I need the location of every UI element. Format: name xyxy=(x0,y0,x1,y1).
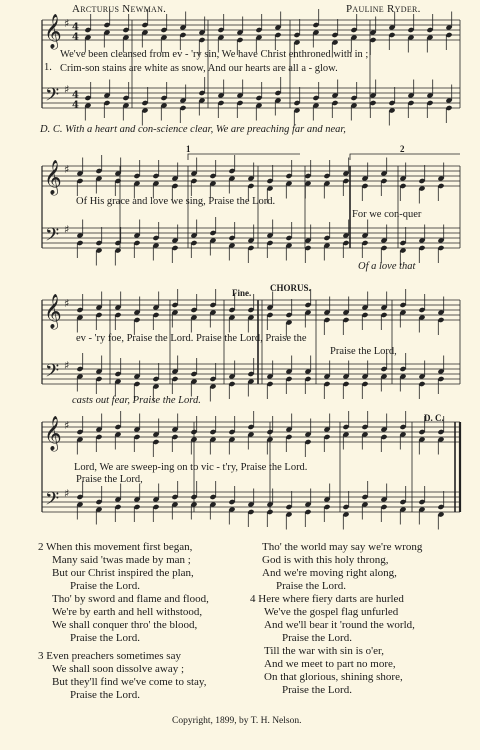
svg-text:𝄞: 𝄞 xyxy=(44,416,62,451)
svg-text:♯: ♯ xyxy=(64,359,70,372)
verse-line: 2 When this movement first began, xyxy=(38,541,193,553)
svg-text:𝄢: 𝄢 xyxy=(45,489,60,514)
system2-lyric: Of His grace and love we sing, Praise the Lord. xyxy=(76,196,276,207)
verse-3-continued xyxy=(262,541,422,593)
svg-text:𝄞: 𝄞 xyxy=(44,14,62,49)
svg-text:4: 4 xyxy=(72,22,79,33)
verse-line: Praise the Lord. xyxy=(282,684,352,696)
verse-line: We're by earth and hell withstood, xyxy=(52,606,203,618)
ending-1-label: 1 xyxy=(186,144,191,154)
verse-3 xyxy=(38,650,206,702)
svg-text:4: 4 xyxy=(72,90,79,101)
verse-line: Tho' by sword and flame and flood, xyxy=(52,593,209,605)
staff-2-treble xyxy=(42,166,460,186)
svg-text:♯: ♯ xyxy=(64,297,70,310)
system1-lyric-line1: We've been cleansed from ev - 'ry sin, We have Christ enthroned with in ; xyxy=(60,49,369,60)
verse-line: 3 Even preachers sometimes say xyxy=(38,650,181,662)
verse-line: On that glorious, shining shore, xyxy=(264,671,403,683)
svg-text:𝄞: 𝄞 xyxy=(44,294,62,329)
svg-text:𝄞: 𝄞 xyxy=(44,160,62,195)
verse-line: Praise the Lord. xyxy=(70,580,140,592)
verse-line: And we meet to part no more, xyxy=(264,658,396,670)
svg-text:♯: ♯ xyxy=(64,487,70,500)
svg-text:𝄢: 𝄢 xyxy=(45,85,60,110)
svg-text:♯: ♯ xyxy=(64,223,70,236)
verse-line: Tho' the world may say we're wrong xyxy=(262,541,423,553)
verse-line: We've the gospel flag unfurled xyxy=(264,606,399,618)
system1-bass-lyric: D. C. With a heart and con-science clear, We are preaching far and near, xyxy=(40,124,346,135)
system4-lyric2: Praise the Lord, xyxy=(76,474,143,485)
verse-2 xyxy=(38,541,209,645)
svg-text:𝄢: 𝄢 xyxy=(45,225,60,250)
svg-text:𝄢: 𝄢 xyxy=(45,361,60,386)
verse-line: And we're moving right along, xyxy=(262,567,397,579)
verse-line: We shall soon dissolve away ; xyxy=(52,663,185,675)
system3-lyric: ev - 'ry foe, Praise the Lord. Praise the Lord, Praise the xyxy=(76,333,307,344)
svg-text:♯: ♯ xyxy=(64,83,70,96)
svg-text:4: 4 xyxy=(72,32,79,43)
svg-text:4: 4 xyxy=(72,100,79,111)
system3-bass-lyric: casts out fear, Praise the Lord. xyxy=(72,395,201,406)
composer-right: Pauline Ryder. xyxy=(346,3,421,15)
verse-line: And we'll bear it 'round the world, xyxy=(264,619,415,631)
verse-line: Many said 'twas made by man ; xyxy=(52,554,191,566)
verse-line: Till the war with sin is o'er, xyxy=(264,645,384,657)
copyright-line: Copyright, 1899, by T. H. Nelson. xyxy=(172,716,302,726)
verse-line: Praise the Lord. xyxy=(70,632,140,644)
verse-line: We shall conquer thro' the blood, xyxy=(52,619,198,631)
ending-2-label: 2 xyxy=(400,144,405,154)
system2-lyric-right: For we con-quer xyxy=(352,209,422,220)
verse-line: Praise the Lord. xyxy=(276,580,346,592)
system3-lyric2: Praise the Lord, xyxy=(330,346,397,357)
verse-line: But they'll find we've come to stay, xyxy=(52,676,207,688)
verse-number-1: 1. xyxy=(44,62,52,73)
verse-line: But our Christ inspired the plan, xyxy=(52,567,194,579)
verse-line: Praise the Lord. xyxy=(282,632,352,644)
chorus-label: CHORUS. xyxy=(270,283,311,293)
svg-text:♯: ♯ xyxy=(64,17,70,30)
svg-text:♯: ♯ xyxy=(64,419,70,432)
staff-2-bass xyxy=(42,228,460,248)
composer-left: Arcturus Newman. xyxy=(72,3,167,15)
system4-lyric: Lord, We are sweep-ing on to vic - t'ry, Praise the Lord. xyxy=(74,462,308,473)
staff-4-bass xyxy=(42,492,460,512)
svg-text:♯: ♯ xyxy=(64,163,70,176)
dc-marker: D. C. xyxy=(424,413,444,423)
fine-marker: Fine. xyxy=(232,288,252,298)
system2-bass-lyric: Of a love that xyxy=(358,261,416,272)
verse-line: Praise the Lord. xyxy=(70,689,140,701)
verse-line: 4 Here where fiery darts are hurled xyxy=(250,593,404,605)
verse-4 xyxy=(250,593,415,697)
verse-line: God is with this holy throng, xyxy=(262,554,389,566)
system1-lyric-line2: Crim-son stains are white as snow, And our hearts are all a - glow. xyxy=(60,63,338,74)
